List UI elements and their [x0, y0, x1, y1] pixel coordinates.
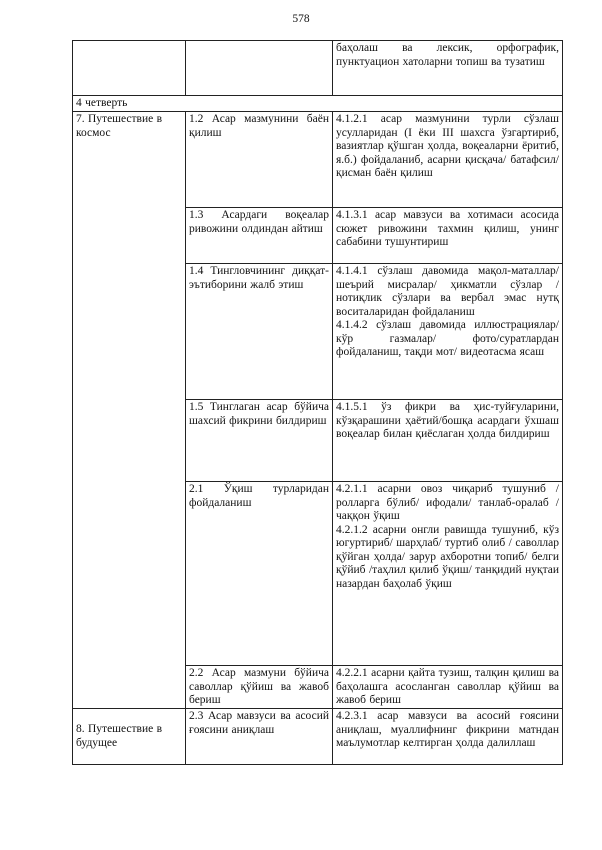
learning-outcome: 4.1.4.2 сўзлаш давомида иллюстрациялар/кўр газмалар/ фото/суратлардан фойдаланиш, тақди мот/ видеотасма ясаш [336, 319, 559, 358]
topic-title: 7. Путешествие в космос [76, 113, 163, 139]
skill-title: 2.2 Асар мазмуни бўйича саволлар қўйиш ва жавоб бериш [189, 667, 329, 706]
topic-cell [73, 709, 186, 765]
learning-outcome: баҳолаш ва лексик, орфографик, пунктуацион хатоларни топиш ва тузатиш [336, 42, 559, 68]
outcome-cell [333, 264, 563, 400]
skill-cell [186, 41, 333, 96]
learning-outcome: 4.2.2.1 асарни қайта тузиш, талқин қилиш ва баҳолашга асосланган саволлар қўйиш ва жавоб бериш [336, 667, 559, 706]
outcome-cell [333, 709, 563, 765]
outcome-cell [333, 400, 563, 482]
skill-cell [186, 208, 333, 264]
skill-title: 2.3 Асар мавзуси ва асосий ғоясини аниқлаш [189, 710, 329, 736]
outcome-cell [333, 112, 563, 208]
skill-title: 2.1 Ўқиш турларидан фойдаланиш [189, 483, 329, 509]
learning-outcome: 4.1.5.1 ўз фикри ва ҳис-туйғуларини, кўзқарашини ҳаётий/бошқа асардаги ўхшаш воқеалар билан қиёслаган ҳолда билдириш [336, 401, 559, 440]
topic-cell [73, 41, 186, 96]
curriculum-table [72, 40, 563, 765]
learning-outcome: 4.1.3.1 асар мавзуси ва хотимаси асосида сюжет ривожини тахмин қилиш, унинг сабабини тушунтириш [336, 209, 559, 248]
skill-title: 1.3 Асардаги воқеалар ривожини олдиндан айтиш [189, 209, 329, 235]
skill-cell [186, 709, 333, 765]
learning-outcome: 4.2.3.1 асар мавзуси ва асосий ғоясини аниқлаш, муаллифнинг фикрини матндан маълумотлар келтирган ҳолда далиллаш [336, 710, 559, 749]
topic-cell [73, 112, 186, 709]
skill-title: 1.5 Тинглаган асар бўйича шахсий фикрини билдириш [189, 401, 329, 427]
page-number: 578 [292, 13, 310, 25]
quarter-row [73, 96, 563, 112]
outcome-cell [333, 482, 563, 666]
learning-outcome: 4.1.4.1 сўзлаш давомида мақол-маталлар/шеърий мисралар/ ҳикматли сўзлар / нотиқлик сўзлари ва вербал эмас нутқ воситаларидан фойдаланиш [336, 265, 559, 318]
outcome-cell [333, 208, 563, 264]
learning-outcome: 4.2.1.2 асарни онгли равишда тушуниб, кўз югуртириб/ шарҳлаб/ туртиб олиб / саволлар қўйган ҳолда/ зарур ахборотни топиб/ белги қўйиб /таҳлил қилиб ўқиш/ танқидий нуқтаи назардан баҳолаб ўқиш [336, 523, 559, 590]
outcome-cell [333, 41, 563, 96]
skill-cell [186, 482, 333, 666]
learning-outcome: 4.1.2.1 асар мазмунини турли сўзлаш усулларидан (I ёки III шахсга ўзгартириб, вазиятлар қўшган ҳолда, воқеаларни ёритиб, я.б.) фойдаланиб, асарни қисқача/ батафсил/ қисман баён қилиш [336, 113, 559, 179]
skill-title: 1.2 Асар мазмунини баён қилиш [189, 113, 329, 139]
table-row [73, 709, 563, 765]
skill-cell [186, 400, 333, 482]
table-row [73, 112, 563, 208]
quarter-heading: 4 четверть [73, 96, 563, 112]
skill-title: 1.4 Тингловчининг диққат-эътиборини жалб этиш [189, 265, 329, 291]
skill-cell [186, 112, 333, 208]
outcome-cell [333, 666, 563, 709]
skill-cell [186, 666, 333, 709]
skill-cell [186, 264, 333, 400]
learning-outcome: 4.2.1.1 асарни овоз чиқариб тушуниб / ролларга бўлиб/ ифодали/ танлаб-оралаб / чаққон ўқиш [336, 483, 559, 522]
topic-title: 8. Путешествие в будущее [76, 723, 163, 749]
table-row [73, 41, 563, 96]
